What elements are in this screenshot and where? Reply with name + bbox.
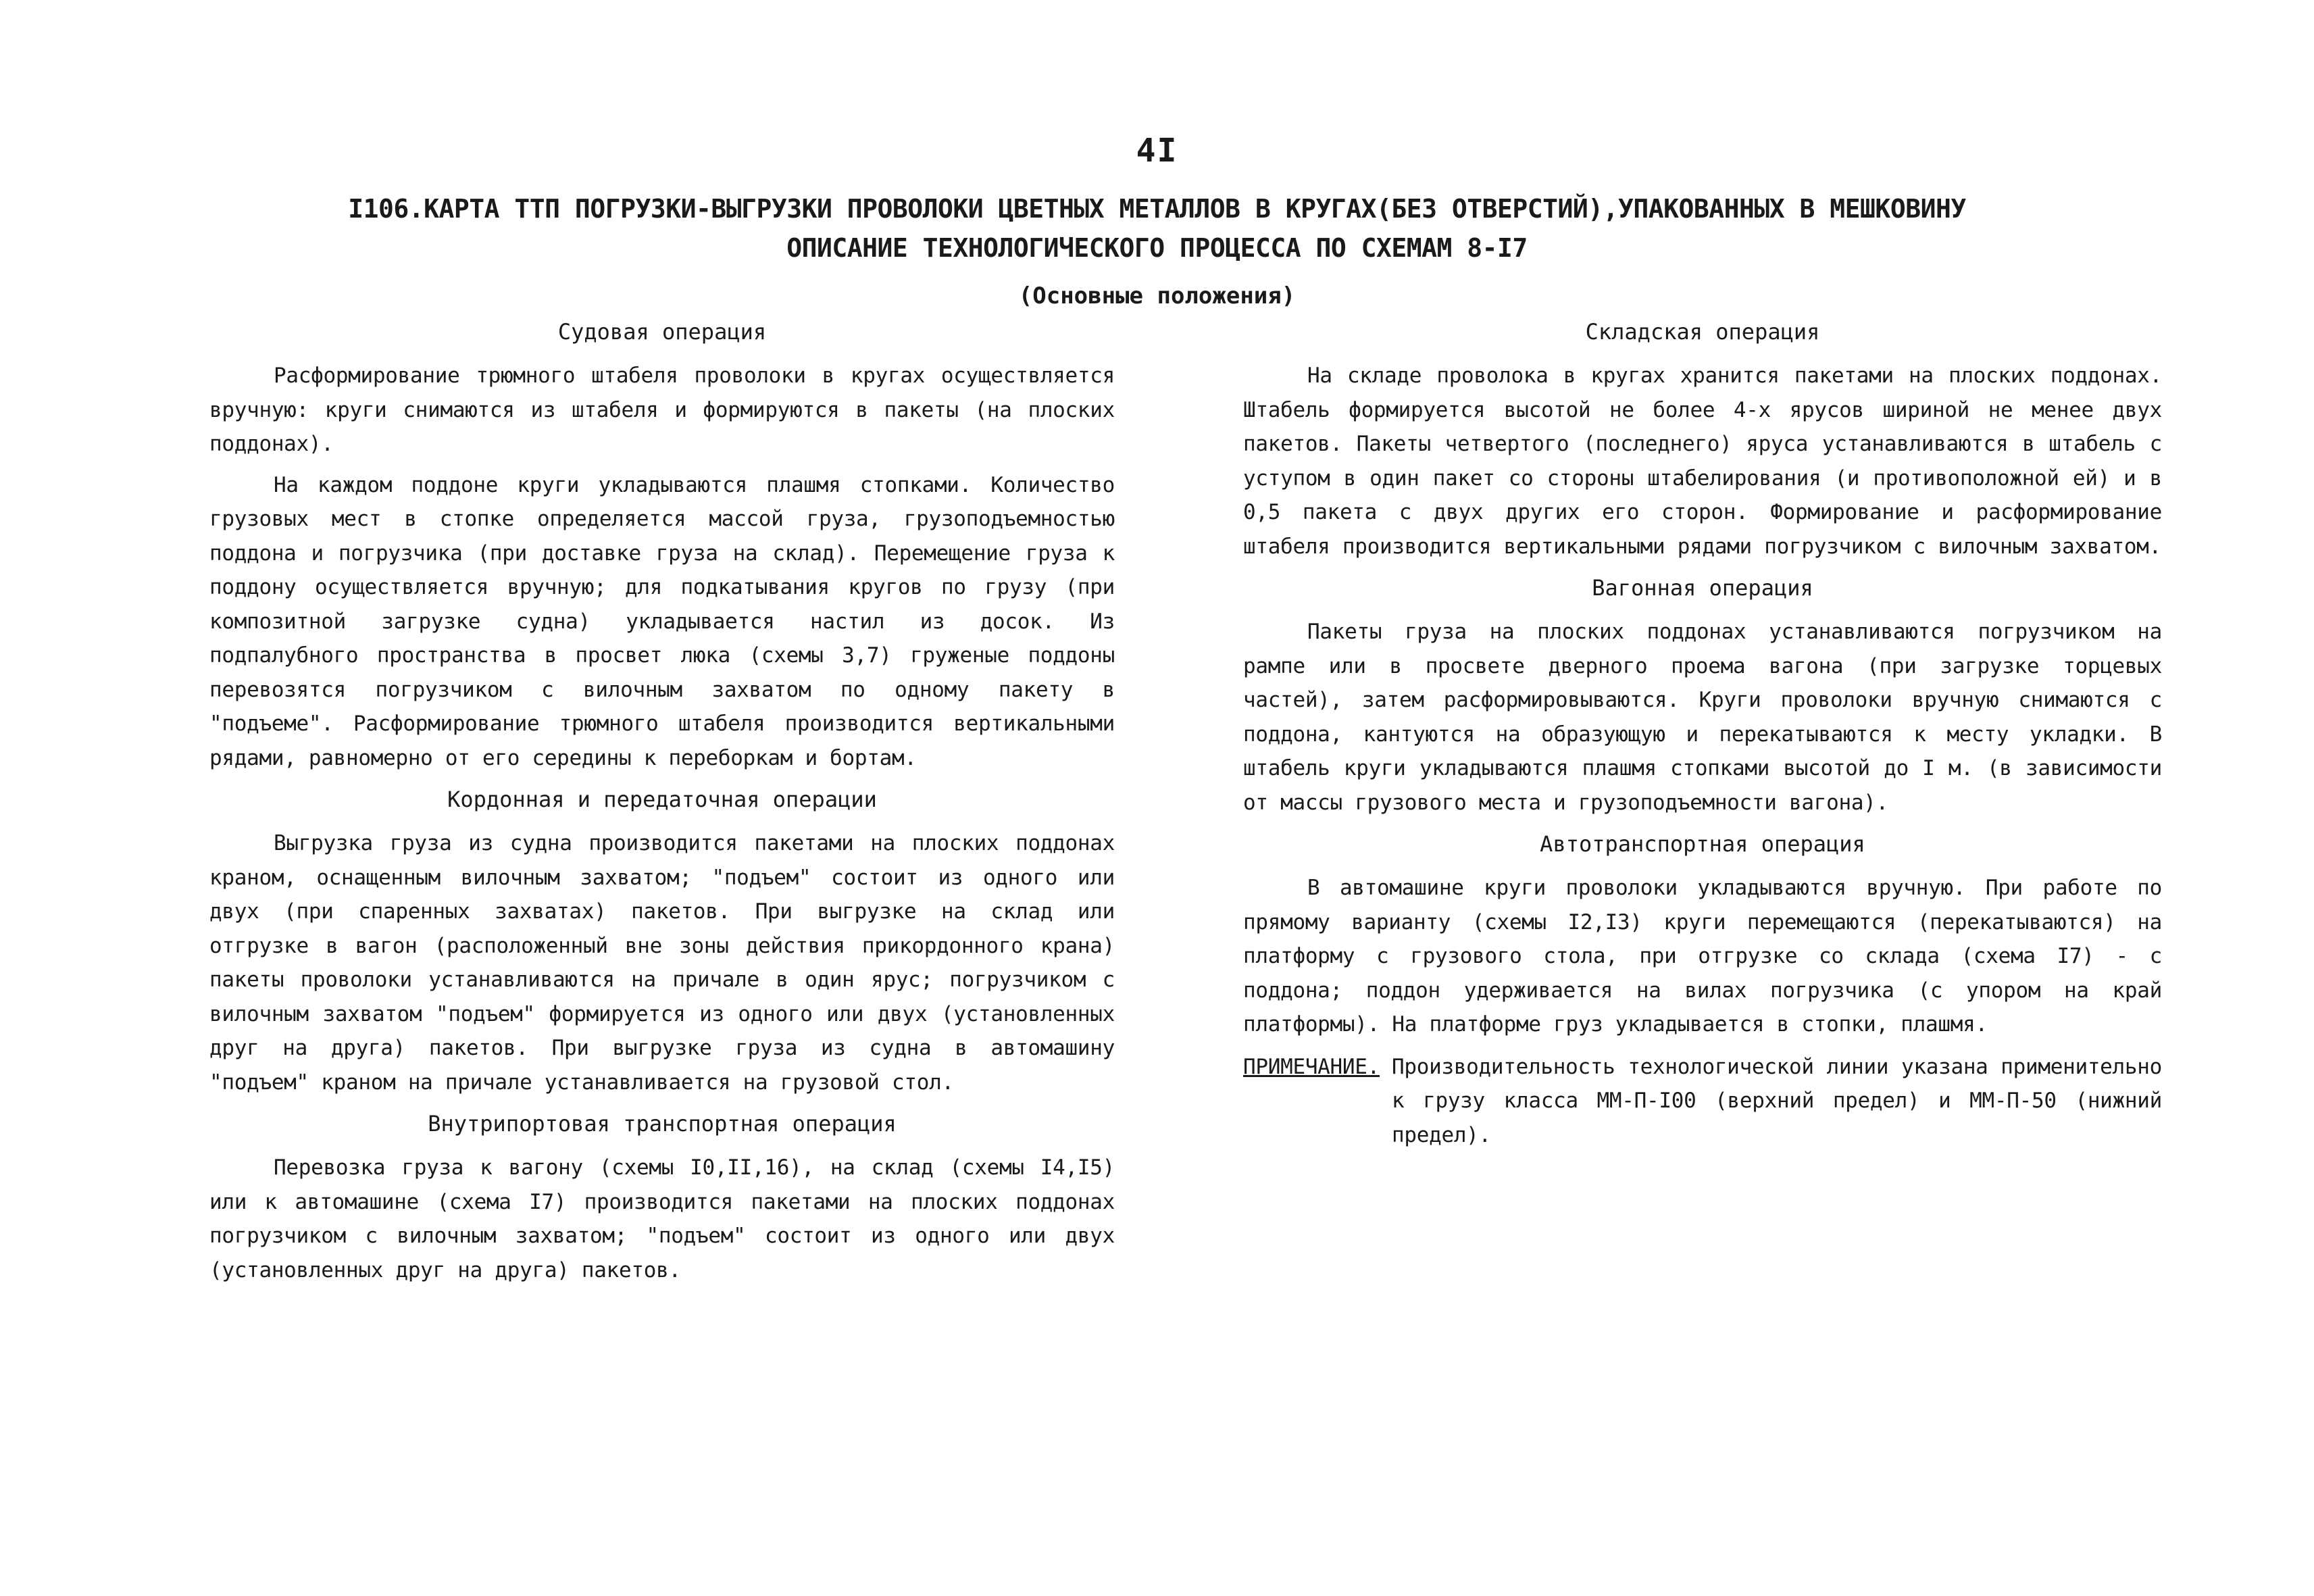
wagon-operation-paragraph: Пакеты груза на плоских поддонах устанавливаются погрузчиком на рампе или в просвете дверного проема вагона (при загрузке торцевых частей), затем расформировываются. Круги проволоки вручную снимаются с поддона, кантуются на образующую и перекатываются к месту укладки. В штабель круги укладываются плашмя стопками высотой до I м. (в зависимости от массы грузового места и грузоподъемности вагона).: [1243, 620, 2162, 815]
note-text: Производительность технологической линии указана применительно к грузу класса ММ-П-I00 (верхний предел) и ММ-П-50 (нижний предел).: [1392, 1054, 2162, 1147]
truck-operation-paragraph: В автомашине круги проволоки укладываются вручную. При работе по прямому варианту (схемы I2,I3) круги перемещаются (перекатываются) на платформу с грузового стола, при отгрузке со склада (схема I7) - с поддона; поддон удерживается на вилах погрузчика (с упором на край платформы). На платформе груз укладывается в стопки, плашмя.: [1243, 876, 2162, 1037]
right-column: [1243, 307, 2162, 1152]
note-label: ПРИМЕЧАНИЕ.: [1243, 1054, 1380, 1079]
warehouse-operation-heading: Складская операция: [1585, 319, 1820, 345]
note: [1243, 1050, 2162, 1153]
document-title: I106.КАРТА ТТП ПОГРУЗКИ-ВЫГРУЗКИ ПРОВОЛОКИ ЦВЕТНЫХ МЕТАЛЛОВ В КРУГАХ(БЕЗ ОТВЕРСТИЙ),УПАКОВАННЫХ В МЕШКОВИНУ: [348, 194, 1966, 224]
wagon-operation-heading: Вагонная операция: [1592, 575, 1813, 601]
basic-provisions-label: (Основные положения): [1018, 282, 1296, 309]
ship-operation-paragraph-1: Расформирование трюмного штабеля проволоки в кругах осуществляется вручную: круги снимаются из штабеля и формируются в пакеты (на плоских поддонах).: [209, 364, 1115, 456]
warehouse-operation-paragraph: На складе проволока в кругах хранится пакетами на плоских поддонах. Штабель формируется высотой не более 4-х ярусов шириной не менее двух пакетов. Пакеты четвертого (последнего) яруса устанавливаются в штабель с уступом в один пакет со стороны штабелирования (и противоположной ей) и в 0,5 пакета с двух других его сторон. Формирование и расформирование штабеля производится вертикальными рядами погрузчиком с вилочным захватом.: [1243, 364, 2162, 559]
left-column: [209, 307, 1115, 1294]
title-block: [0, 189, 2314, 316]
cordon-operation-heading: Кордонная и передаточная операции: [447, 787, 877, 812]
intraport-operation-heading: Внутрипортовая транспортная операция: [428, 1111, 897, 1137]
truck-operation-heading: Автотранспортная операция: [1540, 831, 1865, 857]
intraport-operation-paragraph: Перевозка груза к вагону (схемы I0,II,16), на склад (схемы I4,I5) или к автомашине (схема I7) производится пакетами на плоских поддонах погрузчиком с вилочным захватом; "подъем" состоит из одного или двух (установленных друг на друга) пакетов.: [209, 1155, 1115, 1282]
page-number: 4I: [1136, 132, 1178, 170]
ship-operation-paragraph-2: На каждом поддоне круги укладываются плашмя стопками. Количество грузовых мест в стопке определяется массой груза, грузоподъемностью поддона и погрузчика (при доставке груза на склад). Перемещение груза к поддону осуществляется вручную; для подкатывания кругов по грузу (при композитной загрузке судна) укладывается настил из досок. Из подпалубного пространства в просвет люка (схемы 3,7) груженые поддоны перевозятся погрузчиком с вилочным захватом по одному пакету в "подъеме". Расформирование трюмного штабеля производится вертикальными рядами, равномерно от его середины к переборкам и бортам.: [209, 472, 1115, 770]
cordon-operation-paragraph: Выгрузка груза из судна производится пакетами на плоских поддонах краном, оснащенным вилочным захватом; "подъем" состоит из одного или двух (при спаренных захватах) пакетов. При выгрузке на склад или отгрузке в вагон (расположенный вне зоны действия прикордонного крана) пакеты проволоки устанавливаются на причале в один ярус; погрузчиком с вилочным захватом "подъем" формируется из одного или двух (установленных друг на друга) пакетов. При выгрузке груза из судна в автомашину "подъем" краном на причале устанавливается на грузовой стол.: [209, 831, 1115, 1095]
document-subtitle: ОПИСАНИЕ ТЕХНОЛОГИЧЕСКОГО ПРОЦЕССА ПО СХЕМАМ 8-I7: [786, 233, 1528, 263]
ship-operation-heading: Судовая операция: [557, 319, 767, 345]
